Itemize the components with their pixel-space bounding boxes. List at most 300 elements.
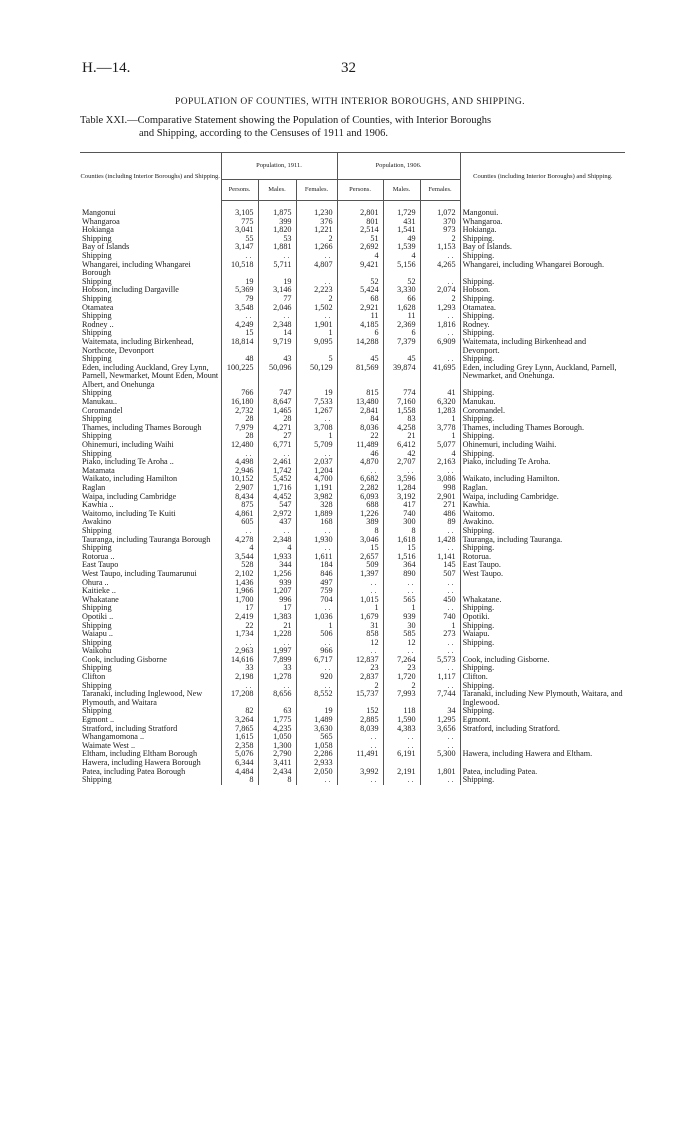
persons-1911: 100,225 bbox=[221, 364, 258, 390]
county-name: Otamatea bbox=[82, 302, 114, 312]
females-1911: 19 bbox=[296, 707, 337, 716]
males-1911: 21 bbox=[258, 622, 296, 631]
persons-1911: .. bbox=[221, 527, 258, 536]
persons-1911: 7,979 bbox=[221, 424, 258, 433]
county-name-1906: Bay of Islands. bbox=[460, 243, 625, 252]
females-1906: 1,293 bbox=[420, 304, 460, 313]
males-1906: 1,284 bbox=[383, 484, 420, 493]
persons-1906: 11 bbox=[337, 312, 383, 321]
persons-1906: .. bbox=[337, 647, 383, 656]
males-1906: 890 bbox=[383, 570, 420, 579]
persons-1911: 1,436 bbox=[221, 579, 258, 588]
females-1906: 3,656 bbox=[420, 725, 460, 734]
county-name: Shipping bbox=[82, 293, 112, 303]
females-1911: 966 bbox=[296, 647, 337, 656]
county-name: Waiapu .. bbox=[82, 629, 113, 639]
males-1906: 7,160 bbox=[383, 398, 420, 407]
males-1911: 14 bbox=[258, 329, 296, 338]
persons-1911: 605 bbox=[221, 518, 258, 527]
table-row bbox=[80, 570, 625, 579]
county-name-1906: Shipping. bbox=[460, 682, 625, 691]
males-1906: 1,539 bbox=[383, 243, 420, 252]
county-name: Shipping bbox=[82, 706, 112, 716]
males-1911: 747 bbox=[258, 389, 296, 398]
table-row bbox=[80, 518, 625, 527]
males-1906: 7,993 bbox=[383, 690, 420, 707]
females-1906: 5,077 bbox=[420, 441, 460, 450]
county-name: Shipping bbox=[82, 525, 112, 535]
county-name-1906: Shipping. bbox=[460, 776, 625, 785]
persons-1911: 2,963 bbox=[221, 647, 258, 656]
county-name-1906: Rotorua. bbox=[460, 553, 625, 562]
females-1906: 1,153 bbox=[420, 243, 460, 252]
persons-1911: 875 bbox=[221, 501, 258, 510]
females-1911: 1,611 bbox=[296, 553, 337, 562]
persons-1911: 2,358 bbox=[221, 742, 258, 751]
county-name: Waitemata, including Birkenhead, Northcote, Devonport bbox=[82, 336, 194, 355]
females-1911: 168 bbox=[296, 518, 337, 527]
table-row bbox=[80, 579, 625, 588]
persons-1911: 2,907 bbox=[221, 484, 258, 493]
males-1906: 21 bbox=[383, 432, 420, 441]
females-1911: 4,700 bbox=[296, 475, 337, 484]
persons-1911: 22 bbox=[221, 622, 258, 631]
males-1906: .. bbox=[383, 776, 420, 785]
females-1911: 2,286 bbox=[296, 750, 337, 759]
persons-1906: 22 bbox=[337, 432, 383, 441]
persons-1911: 3,544 bbox=[221, 553, 258, 562]
females-1906: 2,074 bbox=[420, 286, 460, 295]
females-1911: 1 bbox=[296, 432, 337, 441]
table-row bbox=[80, 261, 625, 278]
persons-1911: 18,814 bbox=[221, 338, 258, 355]
persons-1911: .. bbox=[221, 252, 258, 261]
females-1906: .. bbox=[420, 544, 460, 553]
county-name-1906: Shipping. bbox=[460, 278, 625, 287]
table-row bbox=[80, 398, 625, 407]
county-name-1906: Shipping. bbox=[460, 235, 625, 244]
males-1911: 4 bbox=[258, 544, 296, 553]
persons-1906: .. bbox=[337, 579, 383, 588]
persons-1906: 68 bbox=[337, 295, 383, 304]
table-row bbox=[80, 209, 625, 218]
males-1906: 23 bbox=[383, 664, 420, 673]
persons-1911: 5,369 bbox=[221, 286, 258, 295]
county-name-1906: Shipping. bbox=[460, 415, 625, 424]
males-1911: 33 bbox=[258, 664, 296, 673]
males-1906: 39,874 bbox=[383, 364, 420, 390]
table-row bbox=[80, 656, 625, 665]
persons-1911: .. bbox=[221, 639, 258, 648]
table-row bbox=[80, 338, 625, 355]
males-1911: 28 bbox=[258, 415, 296, 424]
county-name: Shipping bbox=[82, 543, 112, 553]
females-1906: .. bbox=[420, 312, 460, 321]
county-name-1906: Stratford, including Stratford. bbox=[460, 725, 625, 734]
females-1906: 1,428 bbox=[420, 536, 460, 545]
males-1911: 1,775 bbox=[258, 716, 296, 725]
county-name-1906: Hawera, including Hawera and Eltham. bbox=[460, 750, 625, 759]
males-1911: 1,300 bbox=[258, 742, 296, 751]
persons-1911: 10,518 bbox=[221, 261, 258, 278]
males-1906: 1,516 bbox=[383, 553, 420, 562]
page-number: 32 bbox=[341, 60, 356, 76]
persons-1906: 51 bbox=[337, 235, 383, 244]
county-name: Waikohu bbox=[82, 646, 112, 656]
females-1911: 759 bbox=[296, 587, 337, 596]
county-name: Shipping bbox=[82, 775, 112, 785]
persons-1911: .. bbox=[221, 682, 258, 691]
males-1911: 7,899 bbox=[258, 656, 296, 665]
right-column-header: Counties (including Interior Boroughs) and Shipping. bbox=[460, 153, 625, 201]
county-name: Kawhia .. bbox=[82, 500, 114, 510]
county-name-1906: Patea, including Patea. bbox=[460, 768, 625, 777]
table-row bbox=[80, 690, 625, 707]
males-1911: 1,742 bbox=[258, 467, 296, 476]
table-row bbox=[80, 553, 625, 562]
persons-1906-header: Persons. bbox=[337, 180, 383, 201]
document-reference: H.—14. bbox=[82, 60, 131, 76]
males-1911: 1,207 bbox=[258, 587, 296, 596]
males-1906: 52 bbox=[383, 278, 420, 287]
females-1906: 4 bbox=[420, 450, 460, 459]
persons-1906: 15,737 bbox=[337, 690, 383, 707]
persons-1911: 1,615 bbox=[221, 733, 258, 742]
males-1906: 8 bbox=[383, 527, 420, 536]
females-1911: 2 bbox=[296, 235, 337, 244]
males-1906: 585 bbox=[383, 630, 420, 639]
males-1911: 63 bbox=[258, 707, 296, 716]
females-1911: 3,708 bbox=[296, 424, 337, 433]
county-name: Waipa, including Cambridge bbox=[82, 491, 177, 501]
females-1911: 1,889 bbox=[296, 510, 337, 519]
males-1911: .. bbox=[258, 252, 296, 261]
females-1911: 328 bbox=[296, 501, 337, 510]
persons-1906: 858 bbox=[337, 630, 383, 639]
males-1911: 1,881 bbox=[258, 243, 296, 252]
males-1906: 2 bbox=[383, 682, 420, 691]
persons-1906: 5,424 bbox=[337, 286, 383, 295]
persons-1906: 9,421 bbox=[337, 261, 383, 278]
females-1906: 973 bbox=[420, 226, 460, 235]
county-name: Hawera, including Hawera Borough bbox=[82, 758, 201, 767]
females-1911: 184 bbox=[296, 561, 337, 570]
males-1911: 1,716 bbox=[258, 484, 296, 493]
females-1911: 846 bbox=[296, 570, 337, 579]
county-name: Shipping bbox=[82, 276, 112, 286]
table-row bbox=[80, 295, 625, 304]
males-1906: 2,707 bbox=[383, 458, 420, 467]
males-1906: 774 bbox=[383, 389, 420, 398]
females-1911: .. bbox=[296, 544, 337, 553]
table-row bbox=[80, 389, 625, 398]
females-1906: 740 bbox=[420, 613, 460, 622]
county-name-1906: Raglan. bbox=[460, 484, 625, 493]
females-1906: 1,283 bbox=[420, 407, 460, 416]
females-1906: 2,901 bbox=[420, 493, 460, 502]
county-name: Whangarei, including Whangarei Borough bbox=[82, 259, 191, 278]
county-name: Shipping bbox=[82, 388, 112, 398]
females-1906: 998 bbox=[420, 484, 460, 493]
table-row bbox=[80, 226, 625, 235]
persons-1906: 2,514 bbox=[337, 226, 383, 235]
males-1911: 1,050 bbox=[258, 733, 296, 742]
county-name-1906: Hobson. bbox=[460, 286, 625, 295]
females-1911: 506 bbox=[296, 630, 337, 639]
county-name-1906: East Taupo. bbox=[460, 561, 625, 570]
males-1906: 66 bbox=[383, 295, 420, 304]
county-name: Thames, including Thames Borough bbox=[82, 422, 202, 432]
persons-1906: 14,288 bbox=[337, 338, 383, 355]
females-1906: 5,573 bbox=[420, 656, 460, 665]
females-1906: 1,072 bbox=[420, 209, 460, 218]
females-1911: 1,036 bbox=[296, 613, 337, 622]
females-1906: .. bbox=[420, 579, 460, 588]
males-1906: 7,264 bbox=[383, 656, 420, 665]
county-name-1906: Shipping. bbox=[460, 604, 625, 613]
females-1911: .. bbox=[296, 450, 337, 459]
females-1906: 4,265 bbox=[420, 261, 460, 278]
females-1911: 565 bbox=[296, 733, 337, 742]
males-1911: 9,719 bbox=[258, 338, 296, 355]
females-1906: 3,086 bbox=[420, 475, 460, 484]
persons-1911: 1,734 bbox=[221, 630, 258, 639]
persons-1906: 2,657 bbox=[337, 553, 383, 562]
females-1906: 145 bbox=[420, 561, 460, 570]
persons-1911: 2,946 bbox=[221, 467, 258, 476]
males-1906: 1,558 bbox=[383, 407, 420, 416]
table-row bbox=[80, 776, 625, 785]
females-1911: 2,933 bbox=[296, 759, 337, 768]
persons-1906: 52 bbox=[337, 278, 383, 287]
population-table bbox=[80, 152, 625, 785]
county-name-1906: Waitomo. bbox=[460, 510, 625, 519]
males-1911: 1,465 bbox=[258, 407, 296, 416]
males-1906: .. bbox=[383, 647, 420, 656]
persons-1906: 2,837 bbox=[337, 673, 383, 682]
males-1911: 2,046 bbox=[258, 304, 296, 313]
females-1911: 1,058 bbox=[296, 742, 337, 751]
county-name-1906: Shipping. bbox=[460, 329, 625, 338]
persons-1911: 10,152 bbox=[221, 475, 258, 484]
county-name-1906: Waitemata, including Birkenhead and Devonport. bbox=[460, 338, 625, 355]
males-1906-header: Males. bbox=[383, 180, 420, 201]
females-1911: 9,095 bbox=[296, 338, 337, 355]
females-1911: 50,129 bbox=[296, 364, 337, 390]
county-name: Shipping bbox=[82, 680, 112, 690]
males-1906: .. bbox=[383, 587, 420, 596]
county-name-1906: Otamatea. bbox=[460, 304, 625, 313]
county-name-1906: Shipping. bbox=[460, 664, 625, 673]
county-name: Mangonui bbox=[82, 208, 116, 217]
county-name-1906: Shipping. bbox=[460, 622, 625, 631]
males-1906: 30 bbox=[383, 622, 420, 631]
females-1906: 1 bbox=[420, 432, 460, 441]
county-name: Waitomo, including Te Kuiti bbox=[82, 508, 176, 518]
males-1906: 1,590 bbox=[383, 716, 420, 725]
females-1911: 6,717 bbox=[296, 656, 337, 665]
persons-1906: 12,837 bbox=[337, 656, 383, 665]
males-1911: 5,452 bbox=[258, 475, 296, 484]
persons-1906: 389 bbox=[337, 518, 383, 527]
females-1906: 6,909 bbox=[420, 338, 460, 355]
county-name-1906: Waipa, including Cambridge. bbox=[460, 493, 625, 502]
females-1906: 507 bbox=[420, 570, 460, 579]
persons-1906: 11,489 bbox=[337, 441, 383, 450]
county-name-1906: Piako, including Te Aroha. bbox=[460, 458, 625, 467]
county-name: Shipping bbox=[82, 431, 112, 441]
females-1906: .. bbox=[420, 639, 460, 648]
county-name: Eltham, including Eltham Borough bbox=[82, 749, 198, 759]
county-name: Shipping bbox=[82, 328, 112, 338]
males-1911: 3,411 bbox=[258, 759, 296, 768]
table-row bbox=[80, 218, 625, 227]
persons-1906: .. bbox=[337, 467, 383, 476]
males-1906: 2,191 bbox=[383, 768, 420, 777]
females-1911: 1,901 bbox=[296, 321, 337, 330]
males-1906: 1,628 bbox=[383, 304, 420, 313]
persons-1906: 2,841 bbox=[337, 407, 383, 416]
county-name: Coromandel bbox=[82, 405, 123, 415]
males-1906: 2,369 bbox=[383, 321, 420, 330]
table-body bbox=[80, 201, 625, 785]
males-1911: 1,820 bbox=[258, 226, 296, 235]
females-1906: .. bbox=[420, 252, 460, 261]
males-1906: 4,383 bbox=[383, 725, 420, 734]
persons-1911: 19 bbox=[221, 278, 258, 287]
males-1911: 4,452 bbox=[258, 493, 296, 502]
females-1906: .. bbox=[420, 587, 460, 596]
persons-1906: 688 bbox=[337, 501, 383, 510]
females-1906: 34 bbox=[420, 707, 460, 716]
persons-1906: 815 bbox=[337, 389, 383, 398]
persons-1911: 3,041 bbox=[221, 226, 258, 235]
males-1906: 83 bbox=[383, 415, 420, 424]
persons-1906: 152 bbox=[337, 707, 383, 716]
females-1911-header: Females. bbox=[296, 180, 337, 201]
males-1911: 2,348 bbox=[258, 536, 296, 545]
males-1911: 17 bbox=[258, 604, 296, 613]
males-1906: .. bbox=[383, 742, 420, 751]
males-1911: 2,790 bbox=[258, 750, 296, 759]
table-row bbox=[80, 733, 625, 742]
females-1911: 4,807 bbox=[296, 261, 337, 278]
females-1911: .. bbox=[296, 312, 337, 321]
females-1906: 271 bbox=[420, 501, 460, 510]
females-1911: 19 bbox=[296, 389, 337, 398]
county-name: Stratford, including Stratford bbox=[82, 723, 178, 733]
females-1911: 1,502 bbox=[296, 304, 337, 313]
county-name: Whangaroa bbox=[82, 216, 120, 226]
county-name: Shipping bbox=[82, 637, 112, 647]
males-1911: .. bbox=[258, 639, 296, 648]
males-1911: .. bbox=[258, 312, 296, 321]
county-name-1906 bbox=[460, 733, 625, 742]
persons-1911: 16,180 bbox=[221, 398, 258, 407]
persons-1906: 6,682 bbox=[337, 475, 383, 484]
persons-1911-header: Persons. bbox=[221, 180, 258, 201]
county-name-1906: Clifton. bbox=[460, 673, 625, 682]
males-1911: 1,933 bbox=[258, 553, 296, 562]
county-name: Waimate West .. bbox=[82, 740, 136, 750]
county-name-1906: Awakino. bbox=[460, 518, 625, 527]
persons-1906: .. bbox=[337, 587, 383, 596]
table-row bbox=[80, 536, 625, 545]
county-name: Piako, including Te Aroha .. bbox=[82, 457, 174, 467]
table-row bbox=[80, 596, 625, 605]
females-1906: .. bbox=[420, 776, 460, 785]
county-name-1906: Shipping. bbox=[460, 355, 625, 364]
persons-1911: 3,264 bbox=[221, 716, 258, 725]
table-row bbox=[80, 544, 625, 553]
table-row bbox=[80, 424, 625, 433]
females-1906: 7,744 bbox=[420, 690, 460, 707]
females-1906: .. bbox=[420, 733, 460, 742]
persons-1911: 4,498 bbox=[221, 458, 258, 467]
persons-1911: 4,861 bbox=[221, 510, 258, 519]
county-name: Hokianga bbox=[82, 225, 114, 235]
table-row bbox=[80, 235, 625, 244]
table-row bbox=[80, 286, 625, 295]
county-name-1906: Shipping. bbox=[460, 527, 625, 536]
males-1906: 364 bbox=[383, 561, 420, 570]
persons-1911: 17 bbox=[221, 604, 258, 613]
persons-1906: .. bbox=[337, 776, 383, 785]
persons-1906: 509 bbox=[337, 561, 383, 570]
persons-1911: 79 bbox=[221, 295, 258, 304]
county-name: Whangamomona .. bbox=[82, 732, 145, 742]
females-1906: 2,163 bbox=[420, 458, 460, 467]
persons-1911: 28 bbox=[221, 415, 258, 424]
persons-1911: 2,102 bbox=[221, 570, 258, 579]
males-1906: 6 bbox=[383, 329, 420, 338]
females-1911: 1 bbox=[296, 329, 337, 338]
table-row bbox=[80, 768, 625, 777]
males-1911: 8 bbox=[258, 776, 296, 785]
county-name-1906: Shipping. bbox=[460, 312, 625, 321]
persons-1911: 4,484 bbox=[221, 768, 258, 777]
persons-1906: 45 bbox=[337, 355, 383, 364]
persons-1911: 28 bbox=[221, 432, 258, 441]
males-1906: 3,596 bbox=[383, 475, 420, 484]
females-1911: .. bbox=[296, 639, 337, 648]
table-row bbox=[80, 407, 625, 416]
females-1906: 370 bbox=[420, 218, 460, 227]
county-name-1906: Ohinemuri, including Waihi. bbox=[460, 441, 625, 450]
females-1906: .. bbox=[420, 604, 460, 613]
table-row bbox=[80, 312, 625, 321]
county-name: Clifton bbox=[82, 672, 106, 682]
persons-1911: 17,208 bbox=[221, 690, 258, 707]
county-name: Matamata bbox=[82, 465, 115, 475]
county-name-1906: Mangonui. bbox=[460, 209, 625, 218]
county-name: Shipping bbox=[82, 414, 112, 424]
county-name-1906: Taranaki, including New Plymouth, Waitara, and Inglewood. bbox=[460, 690, 625, 707]
table-row bbox=[80, 613, 625, 622]
females-1906: 5,300 bbox=[420, 750, 460, 759]
persons-1906: 2,885 bbox=[337, 716, 383, 725]
males-1911: .. bbox=[258, 682, 296, 691]
males-1906: 42 bbox=[383, 450, 420, 459]
persons-1906: 31 bbox=[337, 622, 383, 631]
county-name: Kaitieke .. bbox=[82, 586, 116, 596]
county-name: Rotorua .. bbox=[82, 551, 115, 561]
males-1906: 7,379 bbox=[383, 338, 420, 355]
table-row bbox=[80, 475, 625, 484]
county-name: Raglan bbox=[82, 483, 106, 492]
females-1906: .. bbox=[420, 647, 460, 656]
caption-line-1: —Comparative Statement showing the Population of Counties, with Interior Boroughs bbox=[127, 115, 492, 126]
